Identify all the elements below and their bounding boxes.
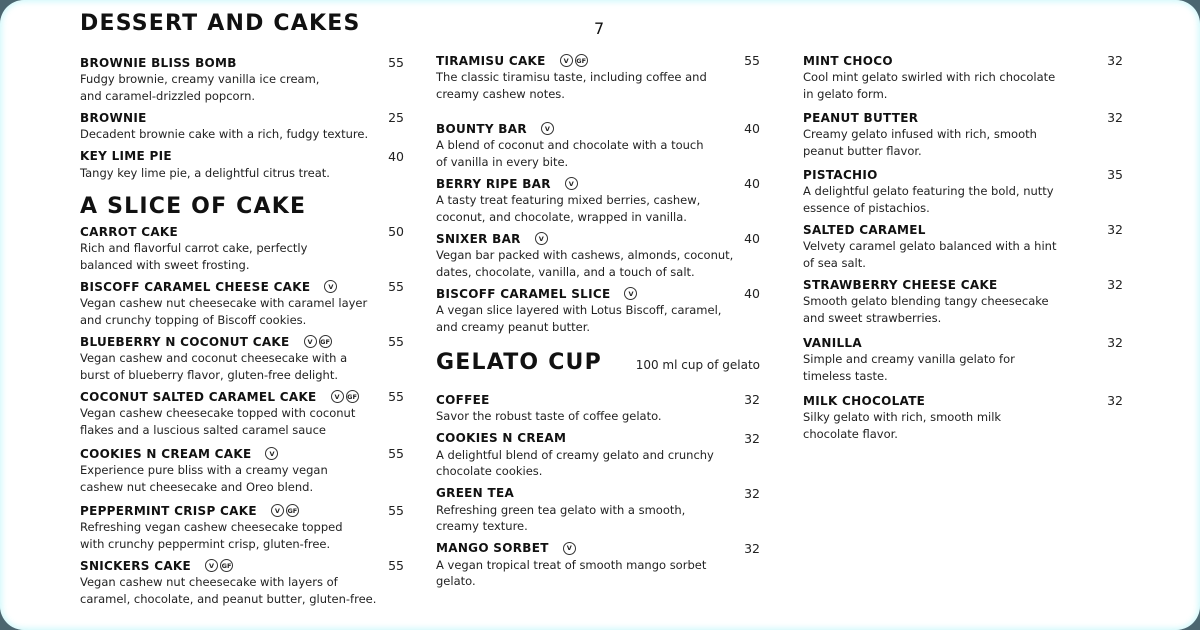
item-price: 32 [744,430,760,446]
item-description-line: Rich and flavorful carrot cake, perfectly [80,241,308,255]
item-header [80,445,404,462]
item-name: MANGO SORBET [436,541,549,555]
item-name-wrap [436,287,637,301]
item-header [436,540,760,557]
section-note: 100 ml cup of gelato [635,358,760,372]
item-price: 55 [388,279,404,294]
item-header [803,334,1123,351]
item-header [436,485,760,502]
item-price: 32 [744,485,760,501]
item-description-line: Refreshing green tea gelato with a smooth, [436,502,686,517]
item-description-line: flakes and a luscious salted caramel sauce [80,422,326,437]
item-description-line: Refreshing vegan cashew cheesecake topped [80,520,343,534]
item-description-line: Fudgy brownie, creamy vanilla ice cream, [80,72,320,86]
item-price: 32 [1107,222,1123,237]
page-number: 7 [594,19,605,38]
menu-item [80,54,404,104]
item-name-wrap [436,541,576,555]
menu-item [803,392,1123,442]
menu-column-3 [803,52,1123,442]
item-description-line: Savor the robust taste of coffee gelato. [436,409,662,423]
item-price: 32 [1107,277,1123,292]
menu-item [436,230,760,280]
item-description-line: and sweet strawberries. [803,310,942,325]
item-description-line: Velvety caramel gelato balanced with a hint [803,239,1057,253]
item-description-line: Experience pure bliss with a creamy vegan [80,463,328,477]
item-name-wrap [80,280,337,294]
item-name: VANILLA [803,335,862,350]
dietary-badges [304,335,332,348]
item-header [80,333,404,350]
item-header [803,276,1123,293]
menu-item [436,285,760,335]
item-name-wrap [436,431,566,445]
item-description-line: Tangy key lime pie, a delightful citrus treat. [80,165,330,180]
item-description-line: essence of pistachios. [803,200,930,215]
dietary-badges [560,54,588,67]
item-name: GREEN TEA [436,486,515,500]
vegan-icon: V [535,232,548,245]
item-description-line: balanced with sweet frosting. [80,257,250,272]
item-description-line: Decadent brownie cake with a rich, fudgy texture. [80,127,369,141]
item-description-line: Smooth gelato blending tangy cheesecake [803,294,1049,308]
menu-section [436,52,760,335]
item-name: BROWNIE BLISS BOMB [80,55,237,70]
menu-item [80,333,404,383]
menu-item [803,276,1123,326]
item-name-wrap [436,122,554,136]
item-price: 55 [388,389,404,404]
item-price: 40 [744,121,760,136]
dietary-badges [331,390,359,403]
vegan-icon: V [331,390,344,403]
item-price: 32 [1107,53,1123,68]
item-name: COFFEE [436,392,490,407]
item-header [436,120,760,137]
item-name-wrap [80,56,237,70]
gluten-free-icon: GF [319,335,332,348]
vegan-icon: V [563,542,576,555]
item-description-line: Creamy gelato infused with rich, smooth [803,127,1037,141]
item-description-line: A blend of coconut and chocolate with a touch [436,138,704,152]
item-description-line: creamy cashew notes. [436,86,565,101]
menu-item [80,388,404,438]
item-price: 55 [388,446,404,461]
item-name-wrap [803,223,926,237]
menu-section [803,52,1123,442]
item-name-wrap [80,149,172,163]
gluten-free-icon: GF [575,54,588,67]
item-description-line: Vegan cashew nut cheesecake with layers of [80,575,338,589]
item-header [80,109,404,126]
item-name: KEY LIME PIE [80,149,172,163]
dietary-badges [205,559,233,572]
vegan-icon: V [560,54,573,67]
item-name-wrap [80,504,299,518]
menu-item [803,109,1123,159]
item-name-wrap [803,168,878,182]
item-price: 32 [1107,110,1123,125]
item-price: 55 [388,334,404,349]
item-name: SNIXER BAR [436,231,521,246]
item-description-line: burst of blueberry flavor, gluten-free delight. [80,367,338,382]
item-name-wrap [80,111,147,125]
item-description-line: Vegan cashew nut cheesecake with caramel layer [80,296,368,310]
vegan-icon: V [265,447,278,460]
item-description-line: Vegan cashew and coconut cheesecake with a [80,351,348,365]
item-price: 55 [388,55,404,70]
item-name: COCONUT SALTED CARAMEL CAKE [80,389,317,404]
item-price: 40 [744,286,760,301]
item-name-wrap [80,390,359,404]
item-name-wrap [80,335,332,349]
section-header [436,349,760,377]
item-header [80,223,404,240]
item-name: TIRAMISU CAKE [436,53,546,68]
menu-item [436,540,760,590]
menu-item [80,148,404,182]
section-title: GELATO CUP [436,350,602,375]
menu-column-1 [80,10,404,607]
vegan-icon: V [304,335,317,348]
item-price: 32 [744,392,760,407]
item-header [80,148,404,165]
item-description-line: gelato. [436,574,476,588]
vegan-icon: V [205,559,218,572]
item-header [803,166,1123,183]
item-name: BOUNTY BAR [436,121,527,136]
item-header [80,502,404,519]
item-name: SNICKERS CAKE [80,558,192,573]
menu-item [80,445,404,495]
item-header [803,52,1123,69]
item-description-line: and crunchy topping of Biscoff cookies. [80,312,307,327]
item-name: MILK CHOCOLATE [803,393,926,408]
item-description-line: dates, chocolate, vanilla, and a touch of salt. [436,264,695,279]
item-name-wrap [436,232,548,246]
item-name-wrap [80,447,278,461]
menu-item [436,391,760,425]
item-header [436,52,760,69]
item-price: 35 [1107,167,1123,182]
item-price: 55 [388,503,404,518]
item-name: STRAWBERRY CHEESE CAKE [803,277,998,292]
item-name-wrap [436,393,490,407]
item-description-line: peanut butter flavor. [803,143,922,158]
vegan-icon: V [271,504,284,517]
item-header [803,392,1123,409]
item-name-wrap [803,54,893,68]
item-description-line: Vegan cashew cheesecake topped with coconut [80,406,356,420]
item-name: PEANUT BUTTER [803,110,919,125]
item-description-line: Simple and creamy vanilla gelato for [803,352,1015,366]
vegan-icon: V [541,122,554,135]
item-description-line: creamy texture. [436,519,528,533]
menu-item [436,120,760,170]
item-description-line: Cool mint gelato swirled with rich chocolate [803,70,1056,84]
item-description-line: A delightful blend of creamy gelato and crunchy [436,447,714,462]
menu-section [436,349,760,590]
vegan-icon: V [624,287,637,300]
item-description-line: Silky gelato with rich, smooth milk [803,410,1002,424]
menu-item [436,485,760,535]
item-name: BERRY RIPE BAR [436,176,551,191]
menu-item [803,166,1123,216]
item-description-line: chocolate flavor. [803,426,898,441]
item-description-line: of sea salt. [803,255,866,270]
menu-section [80,193,404,607]
section-title: DESSERT AND CAKES [80,11,361,36]
item-price: 32 [1107,335,1123,350]
item-description-line: A vegan tropical treat of smooth mango sorbet [436,557,707,572]
item-price: 40 [744,176,760,191]
item-description-line: timeless taste. [803,368,888,383]
menu-item [80,109,404,143]
item-name: PISTACHIO [803,167,878,182]
item-header [80,278,404,295]
dietary-badges [624,287,637,300]
item-name: PEPPERMINT CRISP CAKE [80,503,257,518]
item-description-line: Vegan bar packed with cashews, almonds, coconut, [436,248,734,262]
dietary-badges [535,232,548,245]
item-header [436,230,760,247]
vegan-icon: V [324,280,337,293]
section-header [80,10,404,38]
menu-column-2 [436,52,760,590]
dietary-badges [265,447,278,460]
menu-item [436,52,760,102]
item-description-line: with crunchy peppermint crisp, gluten-free. [80,536,331,551]
item-name-wrap [436,486,514,500]
menu-item [436,430,760,480]
menu-item [803,52,1123,102]
item-price: 50 [388,224,404,239]
item-name: COOKIES N CREAM [436,431,567,445]
item-price: 55 [744,53,760,68]
menu-item [803,334,1123,384]
item-description-line: of vanilla in every bite. [436,154,569,169]
item-name-wrap [436,177,578,191]
item-description-line: caramel, chocolate, and peanut butter, gluten-free. [80,591,377,606]
item-price: 40 [388,148,404,164]
item-name: COOKIES N CREAM CAKE [80,446,252,461]
menu-item [80,278,404,328]
item-price: 55 [388,558,404,573]
item-description-line: A tasty treat featuring mixed berries, cashew, [436,193,701,207]
item-name-wrap [80,225,178,239]
item-name: CARROT CAKE [80,224,179,239]
item-header [436,430,760,447]
section-header [80,193,404,221]
menu-section [80,10,404,181]
dietary-badges [565,177,578,190]
item-description-line: A delightful gelato featuring the bold, nutty [803,184,1054,198]
item-price: 32 [744,540,760,556]
item-description-line: and creamy peanut butter. [436,319,591,334]
item-name-wrap [803,111,918,125]
item-description-line: cashew nut cheesecake and Oreo blend. [80,479,314,494]
item-name: BISCOFF CARAMEL CHEESE CAKE [80,279,311,294]
vegan-icon: V [565,177,578,190]
item-description-line: coconut, and chocolate, wrapped in vanilla. [436,209,687,224]
item-header [436,175,760,192]
dietary-badges [541,122,554,135]
item-description-line: in gelato form. [803,86,888,101]
item-name-wrap [803,278,998,292]
item-header [80,557,404,574]
item-header [80,54,404,71]
gluten-free-icon: GF [220,559,233,572]
item-name-wrap [803,394,925,408]
item-name: BLUEBERRY N COCONUT CAKE [80,334,290,349]
item-header [80,388,404,405]
gluten-free-icon: GF [346,390,359,403]
item-price: 40 [744,231,760,246]
item-header [436,285,760,302]
item-description-line: The classic tiramisu taste, including coffee and [436,70,707,84]
item-description-line: and caramel-drizzled popcorn. [80,88,256,103]
menu-item [80,557,404,607]
item-price: 32 [1107,393,1123,408]
item-name: BROWNIE [80,110,147,125]
item-name: MINT CHOCO [803,53,893,68]
item-name: SALTED CARAMEL [803,222,926,237]
item-header [803,221,1123,238]
menu-item [436,175,760,225]
item-description-line: A vegan slice layered with Lotus Biscoff, caramel, [436,303,722,317]
gluten-free-icon: GF [286,504,299,517]
dietary-badges [563,542,576,555]
item-header [803,109,1123,126]
item-name-wrap [803,336,862,350]
dietary-badges [271,504,299,517]
item-name: BISCOFF CARAMEL SLICE [436,286,611,301]
item-name-wrap [436,54,588,68]
item-header [436,391,760,408]
section-title: A SLICE OF CAKE [80,194,307,219]
item-price: 25 [388,110,404,125]
menu-item [80,223,404,273]
menu-item [803,221,1123,271]
item-description-line: chocolate cookies. [436,464,543,478]
menu-item [80,502,404,552]
dietary-badges [324,280,337,293]
item-name-wrap [80,559,233,573]
